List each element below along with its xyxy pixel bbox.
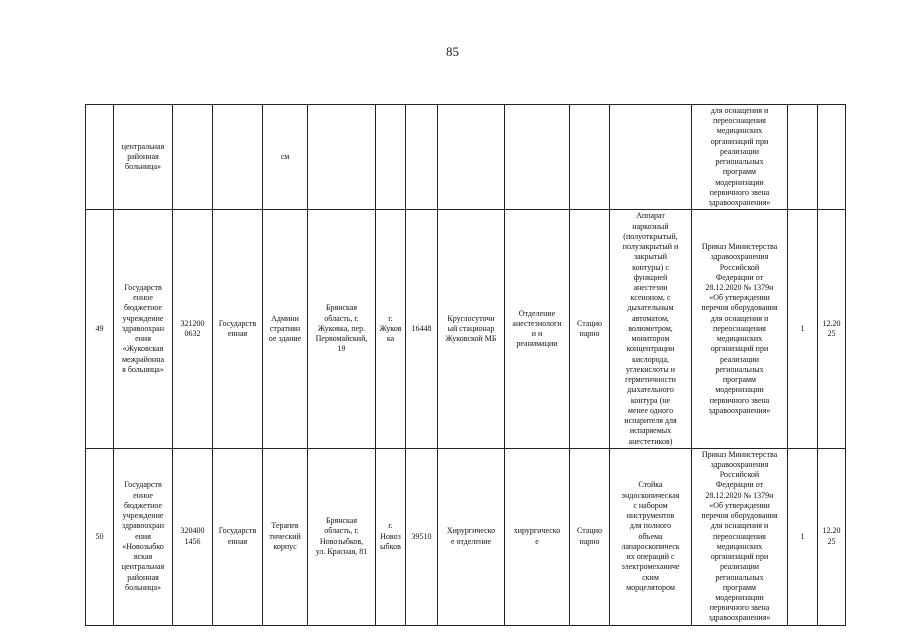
cell-department: Отделение анестезиологи и и реанимации	[505, 210, 570, 448]
cell-number: 50	[86, 448, 114, 625]
cell-organization: Государств енное бюджетное учреждение здравоохран ения «Новозыбко вская центральная районная больница»	[114, 448, 173, 625]
cell-number: 49	[86, 210, 114, 448]
cell-inn: 321200 0632	[173, 210, 213, 448]
cell-order: Приказ Министерства здравоохранения Российской Федерации от 28.12.2020 № 1379н «Об утверждении перечня оборудования для оснащения и переоснащения медицинских организаций при реализации региональных программ модернизации первичного звена здравоохранения»	[692, 210, 788, 448]
cell-unit: Круглосуточн ый стационар Жуковской МБ	[438, 210, 505, 448]
cell-address: Брянская область, г. Жуковка, пер. Первомайский, 19	[308, 210, 376, 448]
cell-number	[86, 105, 114, 210]
cell-care-type	[570, 105, 610, 210]
cell-building: см	[263, 105, 308, 210]
cell-quantity	[788, 105, 818, 210]
cell-building: Терапев тический корпус	[263, 448, 308, 625]
cell-code: 39510	[406, 448, 438, 625]
cell-equipment	[610, 105, 692, 210]
cell-code: 16448	[406, 210, 438, 448]
cell-address: Брянская область, г. Новозыбков, ул. Красная, 81	[308, 448, 376, 625]
cell-ownership	[213, 105, 263, 210]
page-number: 85	[446, 44, 459, 59]
cell-quantity: 1	[788, 210, 818, 448]
table-row-50	[86, 448, 846, 625]
cell-department: хирургическо е	[505, 448, 570, 625]
cell-department	[505, 105, 570, 210]
cell-equipment: Стойка эндоскопическая с набором инструментов для полного объема лапароскопическ их операций с электромеханиче ским морцелятором	[610, 448, 692, 625]
cell-date: 12.20 25	[818, 448, 846, 625]
cell-date: 12.20 25	[818, 210, 846, 448]
cell-city	[376, 105, 406, 210]
cell-unit	[438, 105, 505, 210]
cell-ownership: Государств енная	[213, 210, 263, 448]
cell-unit: Хирургическо е отделение	[438, 448, 505, 625]
cell-equipment: Аппарат наркозный (полуоткрытый, полузакрытый и закрытый контуры) с функцией анестезии ксеноном, с дыхательным автоматом, волюметром, монитором концентрации кислорода, углекислоты и герметичности дыхательного контура (не менее одного испарителя для испаряемых анестетиков)	[610, 210, 692, 448]
cell-order: для оснащения и переоснащения медицинских организаций при реализации региональных программ модернизации первичного звена здравоохранения»	[692, 105, 788, 210]
cell-building: Админи стративн ое здание	[263, 210, 308, 448]
cell-city: г. Новоз ыбков	[376, 448, 406, 625]
cell-quantity: 1	[788, 448, 818, 625]
cell-care-type: Стацио нарно	[570, 210, 610, 448]
cell-date	[818, 105, 846, 210]
table-row-continuation	[86, 105, 846, 210]
cell-organization: центральная районная больница»	[114, 105, 173, 210]
cell-order: Приказ Министерства здравоохранения Российской Федерации от 28.12.2020 № 1379н «Об утверждении перечня оборудования для оснащения и переоснащения медицинских организаций при реализации региональных программ модернизации первичного звена здравоохранения»	[692, 448, 788, 625]
cell-code	[406, 105, 438, 210]
cell-care-type: Стацио нарно	[570, 448, 610, 625]
cell-inn: 320400 1456	[173, 448, 213, 625]
cell-inn	[173, 105, 213, 210]
table-row-49	[86, 210, 846, 448]
cell-ownership: Государств енная	[213, 448, 263, 625]
cell-address	[308, 105, 376, 210]
equipment-table	[85, 104, 846, 626]
cell-organization: Государств енное бюджетное учреждение здравоохран ения «Жуковская межрайонна я больница»	[114, 210, 173, 448]
cell-city: г. Жуков ка	[376, 210, 406, 448]
